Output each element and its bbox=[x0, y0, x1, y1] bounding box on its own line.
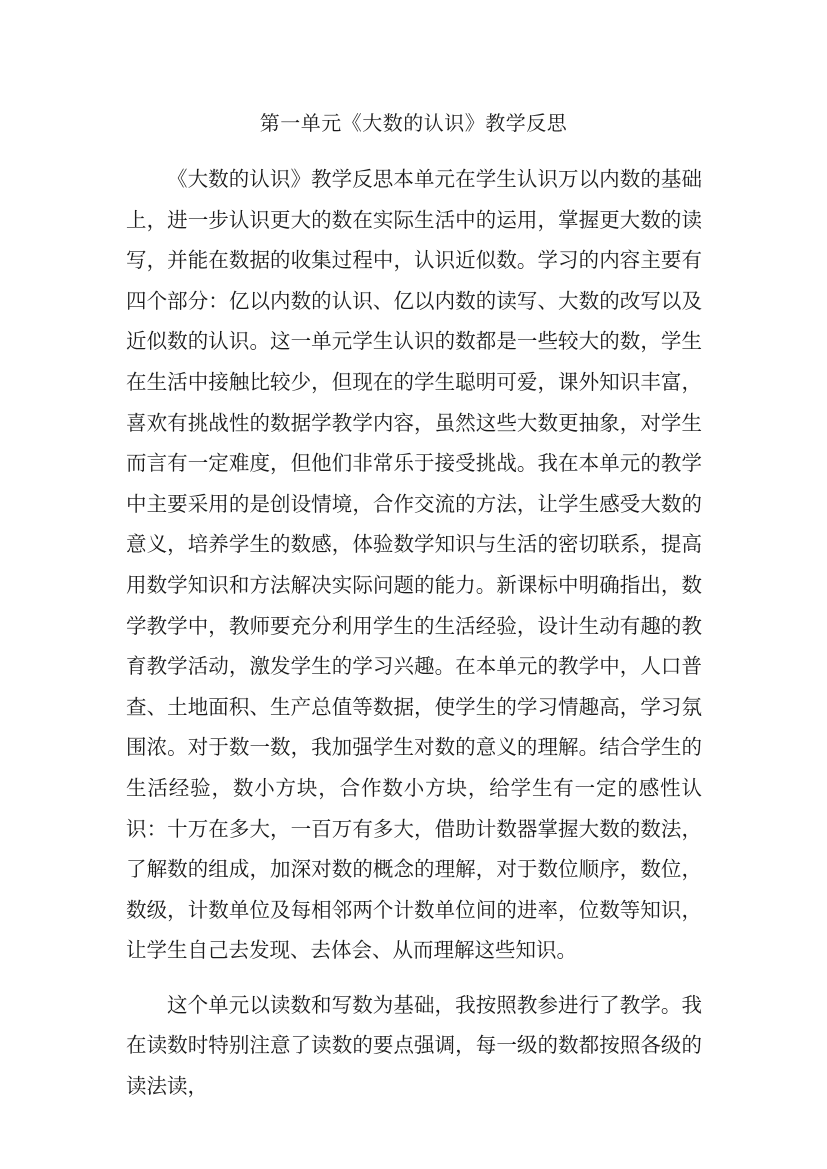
document-body bbox=[126, 159, 702, 1107]
paragraph-1: 《大数的认识》教学反思本单元在学生认识万以内数的基础上，进一步认识更大的数在实际生活中的运用，掌握更大数的读写，并能在数据的收集过程中，认识近似数。学习的内容主要有四个部分：亿以内数的认识、亿以内数的读写、大数的改写以及近似数的认识。这一单元学生认识的数都是一些较大的数，学生在生活中接触比较少，但现在的学生聪明可爱，课外知识丰富，喜欢有挑战性的数据学教学内容，虽然这些大数更抽象，对学生而言有一定难度，但他们非常乐于接受挑战。我在本单元的教学中主要采用的是创设情境，合作交流的方法，让学生感受大数的意义，培养学生的数感，体验数学知识与生活的密切联系，提高用数学知识和方法解决实际问题的能力。新课标中明确指出，数学教学中，教师要充分利用学生的生活经验，设计生动有趣的教育教学活动，激发学生的学习兴趣。在本单元的教学中，人口普查、土地面积、生产总值等数据，使学生的学习情趣高，学习氛围浓。对于数一数，我加强学生对数的意义的理解。结合学生的生活经验，数小方块，合作数小方块，给学生有一定的感性认识：十万在多大，一百万有多大，借助计数器掌握大数的数法，了解数的组成，加深对数的概念的理解，对于数位顺序，数位，数级，计数单位及每相邻两个计数单位间的进率，位数等知识，让学生自己去发现、去体会、从而理解这些知识。 bbox=[126, 167, 702, 963]
paragraph-2: 这个单元以读数和写数为基础，我按照教参进行了教学。我在读数时特别注意了读数的要点强调，每一级的数都按照各级的读法读， bbox=[126, 992, 702, 1099]
document-title: 第一单元《大数的认识》教学反思 bbox=[259, 111, 568, 135]
